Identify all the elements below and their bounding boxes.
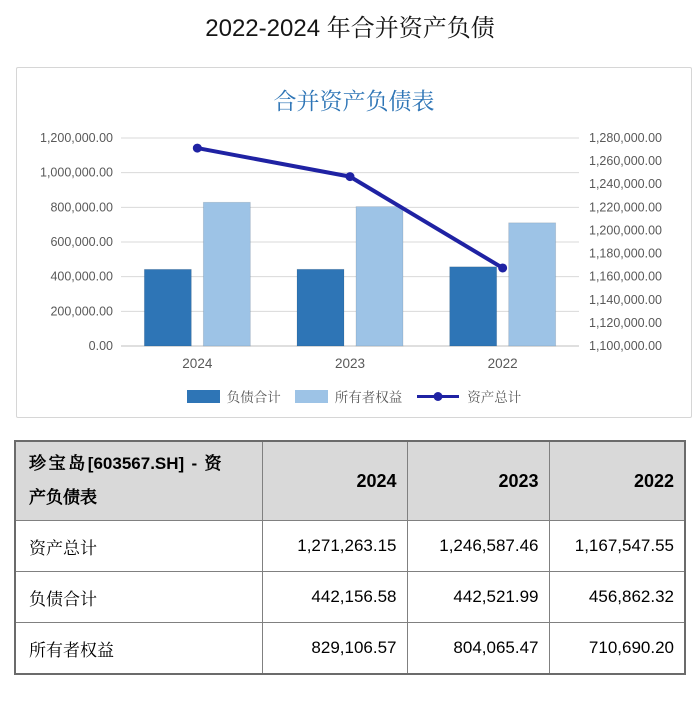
bar-series1-2023 (356, 207, 403, 346)
bar-series0-2024 (144, 269, 191, 346)
line-marker-2022 (498, 263, 507, 272)
legend-label: 负债合计 (226, 390, 281, 405)
category-label-2023: 2023 (334, 356, 366, 371)
bar-series0-2023 (297, 269, 344, 346)
right-axis-tick-label: 1,200,000.00 (589, 223, 662, 238)
legend-bar-swatch-icon (295, 390, 328, 403)
row-label: 资产总计 (15, 521, 262, 572)
chart-legend (17, 386, 691, 406)
bar-series1-2022 (509, 223, 556, 346)
legend-bar-swatch-icon (187, 390, 220, 403)
line-marker-2024 (193, 144, 202, 153)
right-axis-tick-label: 1,120,000.00 (589, 315, 662, 330)
left-axis-tick-label: 1,200,000.00 (40, 131, 113, 145)
category-label-2024: 2024 (182, 356, 213, 371)
right-axis-tick-label: 1,240,000.00 (589, 177, 662, 192)
balance-sheet-table (14, 440, 686, 675)
right-axis-tick-label: 1,100,000.00 (589, 339, 662, 353)
table-header-row (15, 441, 685, 521)
left-axis-tick-label: 600,000.00 (50, 235, 113, 249)
bar-series1-2024 (203, 202, 250, 346)
balance-sheet-chart-card (16, 67, 692, 418)
left-axis-tick-label: 200,000.00 (50, 304, 113, 319)
legend-item-equity (295, 386, 403, 406)
category-label-2022: 2022 (487, 356, 518, 371)
cell-value: 442,156.58 (262, 572, 407, 623)
legend-item-liabilities (187, 386, 281, 406)
cell-value: 829,106.57 (262, 623, 407, 675)
table-row-total-liabilities (15, 572, 685, 623)
bar-series0-2022 (450, 267, 497, 346)
left-axis-tick-label: 400,000.00 (50, 269, 113, 284)
left-axis-tick-label: 1,000,000.00 (40, 165, 113, 180)
right-axis-tick-label: 1,140,000.00 (589, 292, 662, 307)
right-axis-tick-label: 1,160,000.00 (589, 269, 662, 284)
right-axis-tick-label: 1,220,000.00 (589, 200, 662, 215)
cell-value: 442,521.99 (407, 572, 549, 623)
right-axis-tick-label: 1,260,000.00 (589, 154, 662, 169)
column-header-2024: 2024 (262, 441, 407, 521)
cell-value: 456,862.32 (549, 572, 685, 623)
row-label: 负债合计 (15, 572, 262, 623)
combo-chart-plot (17, 68, 691, 417)
line-marker-2023 (346, 172, 355, 181)
report-page (0, 14, 700, 675)
column-header-2023: 2023 (407, 441, 549, 521)
cell-value: 710,690.20 (549, 623, 685, 675)
legend-label: 所有者权益 (334, 390, 403, 405)
cell-value: 1,167,547.55 (549, 521, 685, 572)
table-title-cell: 珍宝岛[603567.SH] - 资产负债表 (15, 441, 262, 521)
chart-title: 合并资产负债表 (273, 88, 435, 114)
table-row-owners-equity (15, 623, 685, 675)
row-label: 所有者权益 (15, 623, 262, 675)
legend-label: 资产总计 (467, 390, 522, 405)
table-row-total-assets (15, 521, 685, 572)
left-axis-tick-label: 0.00 (88, 339, 113, 353)
cell-value: 804,065.47 (407, 623, 549, 675)
page-title: 2022-2024 年合并资产负债 (205, 15, 495, 42)
left-axis-tick-label: 800,000.00 (50, 200, 113, 215)
cell-value: 1,271,263.15 (262, 521, 407, 572)
right-axis-tick-label: 1,280,000.00 (589, 131, 662, 145)
right-axis-tick-label: 1,180,000.00 (589, 246, 662, 261)
legend-line-swatch-icon (416, 390, 460, 403)
legend-item-total-assets (416, 386, 521, 406)
column-header-2022: 2022 (549, 441, 685, 521)
cell-value: 1,246,587.46 (407, 521, 549, 572)
